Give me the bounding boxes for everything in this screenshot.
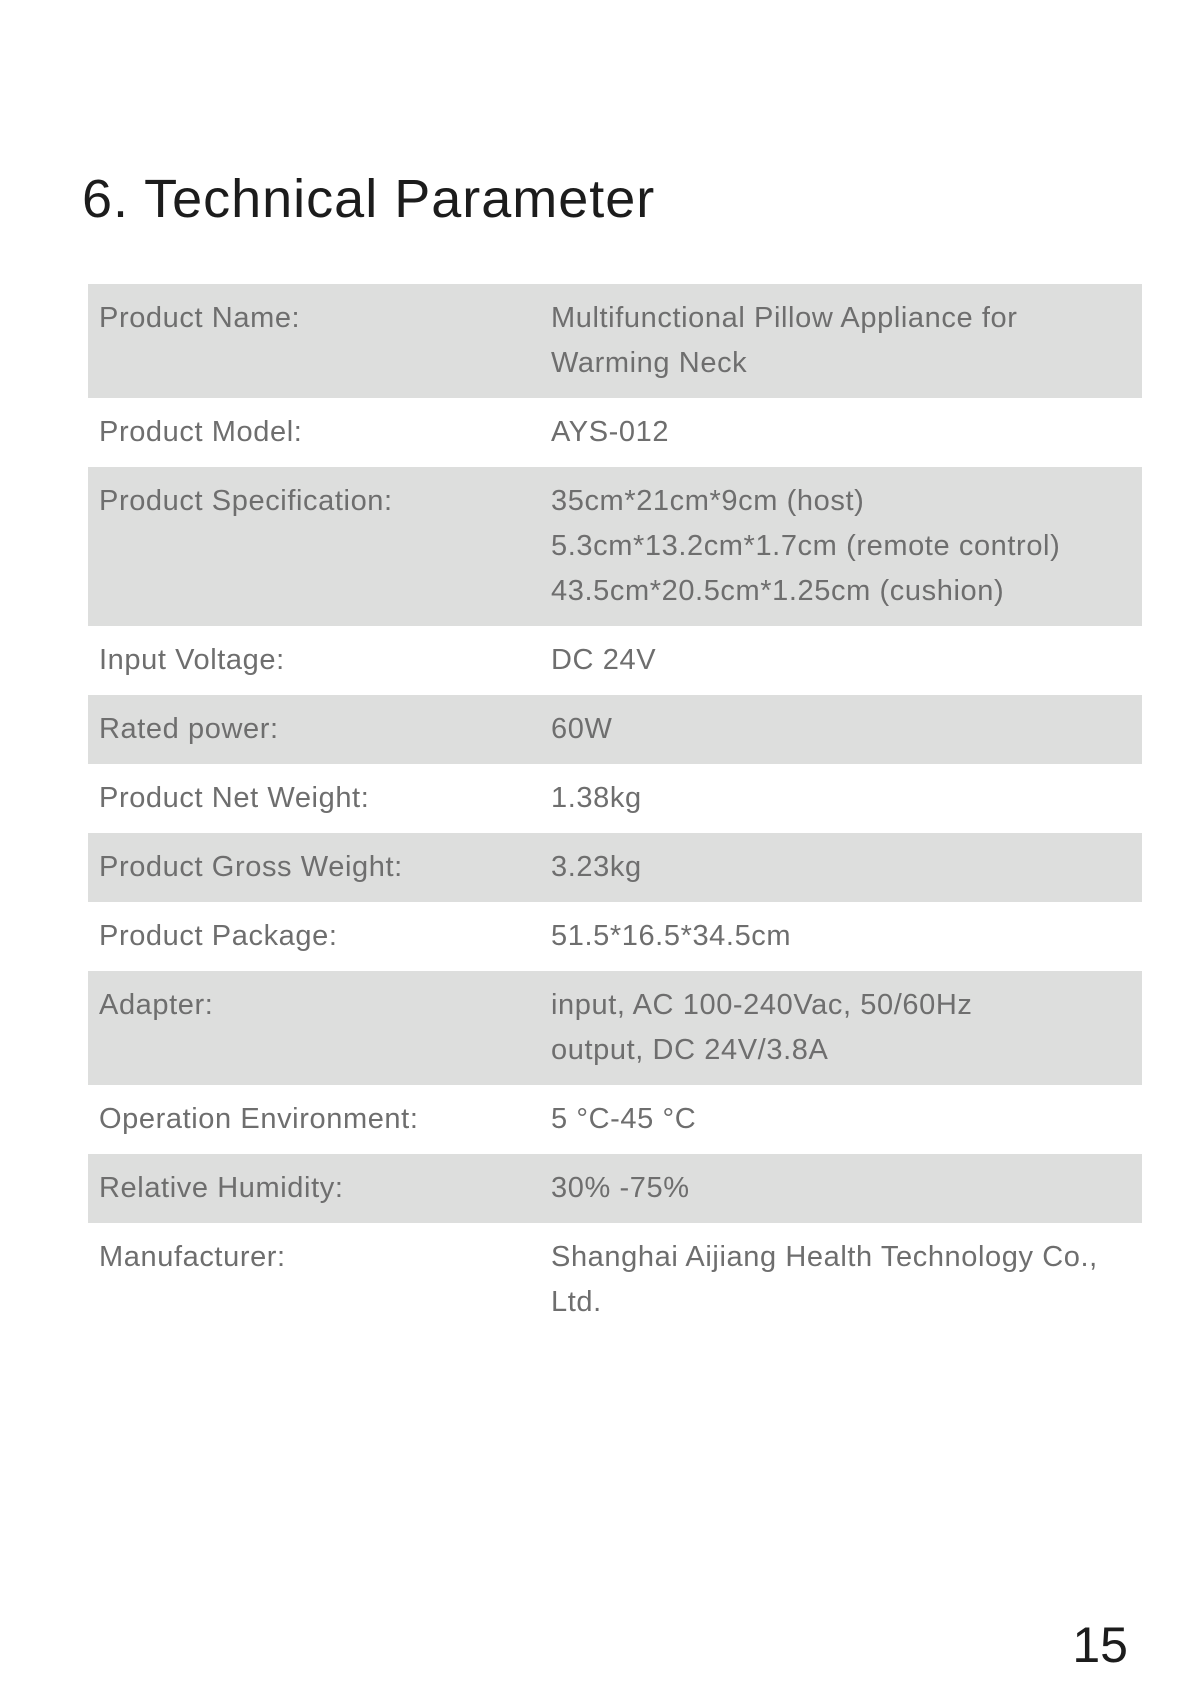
parameter-value	[551, 1235, 1136, 1325]
parameter-label: Relative Humidity:	[99, 1172, 344, 1204]
value-line: 1.38kg	[551, 782, 642, 814]
parameter-value	[551, 845, 1136, 890]
parameter-value	[551, 1097, 1136, 1142]
parameter-value	[551, 479, 1136, 614]
value-line: 5.3cm*13.2cm*1.7cm (remote control)	[551, 530, 1061, 562]
parameter-value	[551, 638, 1136, 683]
value-line: 51.5*16.5*34.5cm	[551, 920, 792, 952]
parameter-label: Input Voltage:	[99, 644, 285, 676]
parameter-label: Product Specification:	[99, 485, 393, 517]
value-line: 3.23kg	[551, 851, 642, 883]
table-row	[88, 971, 1142, 1085]
table-row	[88, 1223, 1142, 1337]
parameter-label: Product Gross Weight:	[99, 851, 403, 883]
value-line: 60W	[551, 713, 613, 745]
parameter-label: Adapter:	[99, 989, 214, 1021]
value-line: 30% -75%	[551, 1172, 690, 1204]
table-row	[88, 284, 1142, 398]
parameter-label: Operation Environment:	[99, 1103, 419, 1135]
technical-parameter-table	[88, 284, 1142, 1337]
parameter-value	[551, 776, 1136, 821]
parameter-value	[551, 914, 1136, 959]
table-row	[88, 1085, 1142, 1154]
table-row	[88, 626, 1142, 695]
value-line: DC 24V	[551, 644, 657, 676]
table-row	[88, 902, 1142, 971]
value-line: Multifunctional Pillow Appliance for	[551, 302, 1018, 334]
value-line: input, AC 100-240Vac, 50/60Hz	[551, 989, 973, 1021]
table-row	[88, 467, 1142, 626]
table-row	[88, 833, 1142, 902]
parameter-label: Manufacturer:	[99, 1241, 286, 1273]
parameter-label: Rated power:	[99, 713, 279, 745]
value-line: 43.5cm*20.5cm*1.25cm (cushion)	[551, 575, 1005, 607]
parameter-value	[551, 1166, 1136, 1211]
parameter-value	[551, 410, 1136, 455]
page-title: 6. Technical Parameter	[82, 169, 656, 229]
value-line: output, DC 24V/3.8A	[551, 1034, 829, 1066]
value-line: 35cm*21cm*9cm (host)	[551, 485, 865, 517]
value-line: AYS-012	[551, 416, 670, 448]
table-row	[88, 1154, 1142, 1223]
value-line: Warming Neck	[551, 347, 748, 379]
parameter-value	[551, 296, 1136, 386]
parameter-label: Product Net Weight:	[99, 782, 370, 814]
value-line: Shanghai Aijiang Health Technology Co.,	[551, 1241, 1098, 1273]
parameter-value	[551, 983, 1136, 1073]
parameter-value	[551, 707, 1136, 752]
parameter-label: Product Package:	[99, 920, 338, 952]
page-number: 15	[1072, 1617, 1128, 1673]
parameter-label: Product Name:	[99, 302, 301, 334]
table-row	[88, 764, 1142, 833]
value-line: Ltd.	[551, 1286, 602, 1318]
table-row	[88, 695, 1142, 764]
parameter-label: Product Model:	[99, 416, 303, 448]
value-line: 5 °C-45 °C	[551, 1103, 697, 1135]
table-row	[88, 398, 1142, 467]
